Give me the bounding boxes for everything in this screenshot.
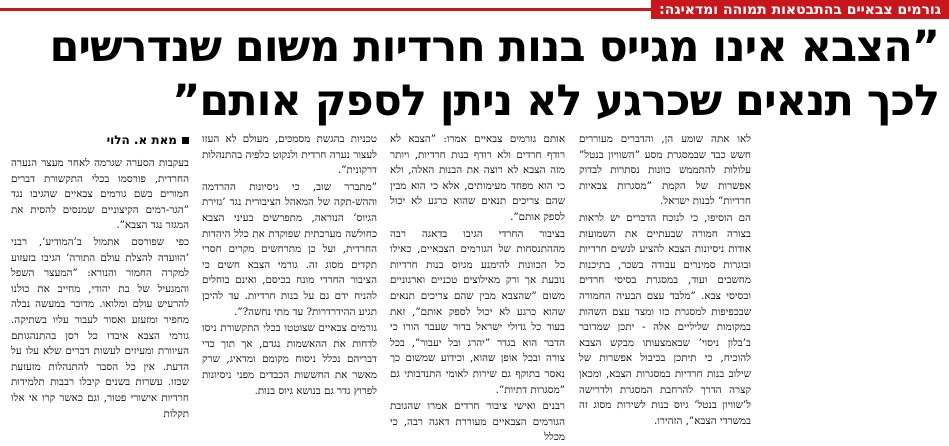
- paragraph: בציבור החרדי הגיבו בדאגה רבה מההתנסחות של הגורמים הצבאיים, כאילו כל הכוונות להימנע מגיוס בנות חרדיות נובעת אך ורק מאילוצים טכניים וארגוניים משום ”שהצבא מבין שהם צריכים תנאים שהוא כרגע לא יכול לספק אותם”, זאת בעוד כל גדולי ישראל בדור שעבר הורו כי הדבר הוא בגדר ”יהרג ובל יעבור”, בכל צורה ובכל אופן שהוא, וכידוע שמשום כך נאסר בתוקף גם שירות לאומי התנדבותי גם ”מסגרות דתיות”.: [390, 227, 565, 396]
- article-column-2: [202, 132, 377, 428]
- paragraph: הם הוסיפו, כי לנוכח הדברים יש לראות בצורה חמורה שבעתיים את השמועות אודות ניסיונות הצבא להציע לנשים חרדיות ובוגרות סמינרים עבודה בשכר, בתיכנות מחשבים ועוד, במסגרת בסיסי חרדים ובסיסי צבא. ”מלבד עצם הבעיה החמורה שבכפיפות למסגרת כזו ומצד עצם השהות במקומות שליליים אלה - יתכן שמדובר ב’בלון ניסוי’ שבאמצעותו מבקש הצבא להוכיח, כי תיתכן בכיבול אפשרות של שילוב בנות חרדיות במסגרות הצבא, ומכאן קצרה הדרך להרחבת המסגרת ולדרישה ל’שוויון בנטל’ גיוס בנות לשירות מסוג זה במשרדי הצבא”, הזהירו.: [579, 211, 751, 427]
- kicker-label: גורמים צבאיים בהתבטאות תמוהה ומדאיגה:: [651, 0, 949, 19]
- paragraph: ”מתברר שוב, כי ניסיונות ההרדמה וההש-תקה של המאהל הציבורית נגד ’גזירת הגיוס’ הנוראה, מתפרשים בעיני הצבא כחולשה מערכתית שפוקדת את כלל היהדות החרדית, ועל כן מתרחשים מקרים חסרי תקדים מסוג זה. גורמי הצבא חשים כי הציבור החרדי מונח בכיסם, ואינם בוחלים להניח ידם גם על בנות חרדיות. עד להיכן תגיע ההידרדרות? עד מתי נחשה?”.: [202, 180, 377, 318]
- paragraph: גורמים צבאיים שצוטטו בכלי התקשורת ניסו לדחות את ההאשמות נגדם, אך תוך כדי דבריהם נכלל ניסוח מקומם ומדאיג, שרק מאשר את החששות הכבדים מפני ניסיונות לפרוץ גדר גם בנושא גיוס בנות.: [202, 322, 377, 397]
- paragraph: לאו אתה שומע הן, והדברים מעוררים חשש כבד שבמסגרת מסע ”השוויון בנטל” עלולות להתממש כוונות נסתרות לבדוק אפשרות של הקמת ”מסגרות צבאיות חרדיות” לבנות ישראל.: [579, 133, 751, 208]
- paragraph: כפי שפורסם אתמול ב’המודיע’, רבני ’הוועדה להצלת עולם התורה’ הגיבו בזעזוע למקרה החמור והנורא: ”המעצר השפל והמגעיל של בת יהודי, מחייב את כולנו להרעיש עולם ומלואו. מדובר במעשה נבלה מחפיר ומזעזע ואסור לעבור עליו בשתיקה. גורמי הצבא איבדו כל רסן בהתנהגותם העיוורת ומעיזים לעשות דברים שלא עלו על הדעת. אין כל הסבר להתנהלות מזעזעת שכזו. עשרות בשנים קיבלו רבבות תלמידות חרדיות אישורי פטור, וגם כאשר קרו אי אלו תקלות: [11, 235, 189, 420]
- square-bullet-icon: [182, 137, 189, 144]
- byline-text: מאת א. הלוי: [106, 133, 177, 147]
- article-column-1: [11, 132, 189, 428]
- paragraph: רבנים ואישי ציבור חרדים אמרו שהגובת הגורמים הצבאיים מעוררת דאגה רבה, כי מכלל: [390, 400, 565, 444]
- paragraph: בעקבות הסערה שגרמה לאחר מעצר הנערה החרדית, פורסמו בכלי התקשורת דברים חמורים בשם גורמים צבאיים שהגיבו נגד ”הגר-רמים הקיצוניים שמנסים להסית את המגזר נגד הצבא”.: [11, 157, 189, 232]
- headline: [7, 20, 939, 128]
- article-column-3: [390, 132, 565, 444]
- paragraph: אותם גורמים צבאיים אמרו: ”הצבא לא רודף חרדים ולא רודף בנות חרדיות, ויותר מזה הצבא לא רוצה את הבנות האלה, ולא כי הוא מפחד מעימותים, אלא כי הוא מבין שהם צריכים תנאים שהוא כרגע לא יכול לספק אותם”.: [390, 133, 565, 223]
- headline-line-1: ”הצבא אינו מגייס בנות חרדיות משום שנדרשים: [49, 22, 939, 72]
- paragraph: טכניות בהגשת מסמכים, מעולם לא העזו לעצור נערה חרדית ולנקוט כלפיה בהתנהלות דרקונית”.: [202, 133, 377, 177]
- kicker-bar: [0, 0, 949, 19]
- byline: [11, 132, 189, 148]
- headline-line-2: לכך תנאים שכרגע לא ניתן לספק אותם”: [172, 76, 939, 126]
- kicker-rule: [0, 8, 651, 11]
- article-column-4: [579, 132, 751, 428]
